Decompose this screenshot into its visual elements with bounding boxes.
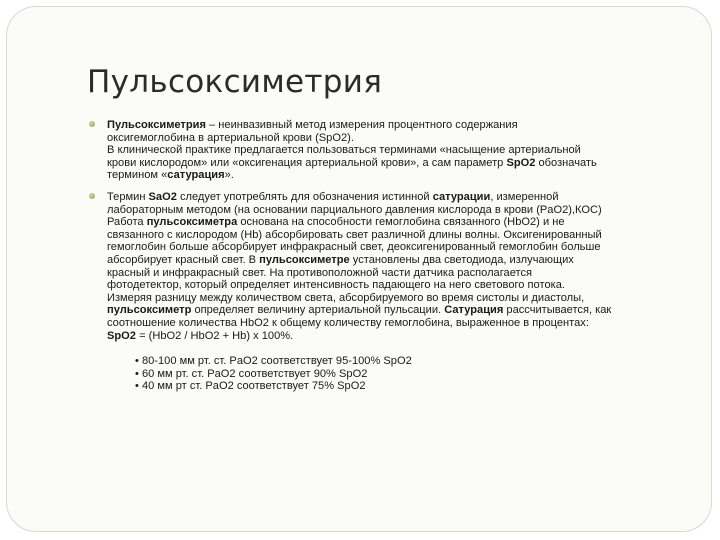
- paragraph-line: фотодетектор, который определяет интенсивность падающего на него светового потока.: [107, 279, 565, 292]
- saturation-list-item: • 80-100 мм рт. ст. PaO2 соответствует 95-100% SpO2: [135, 355, 412, 368]
- paragraph-line: красный и инфракрасный свет. На противоположной части датчика располагается: [107, 266, 533, 279]
- paragraph-line: Измеряя разницу между количеством света, абсорбируемого во время систолы и диастолы,: [107, 291, 585, 304]
- paragraph-line: термином «сатурация».: [107, 169, 234, 182]
- paragraph-line: соотношение количества HbO2 к общему количеству гемоглобина, выраженное в процентах:: [107, 316, 589, 329]
- slide: [6, 6, 712, 532]
- saturation-list: [107, 355, 675, 393]
- bullet-marker-icon: [89, 193, 95, 199]
- paragraph-line: абсорбирует красный свет. В пульсоксиметре установлены два светодиода, излучающих: [107, 253, 574, 266]
- paragraph-line: оксигемоглобина в артериальной крови (SpO2).: [107, 131, 354, 144]
- bullet-marker-icon: [89, 121, 95, 127]
- bullet-item: [85, 191, 675, 393]
- paragraph-line: Пульсоксиметрия – неинвазивный метод измерения процентного содержания: [107, 119, 518, 131]
- bullet-item: [85, 119, 675, 182]
- paragraph-line: Работа пульсоксиметра основана на способности гемоглобина связанного (HbO2) и не: [107, 216, 565, 229]
- slide-body: [85, 119, 675, 393]
- paragraph-line: пульсоксиметр определяет величину артериальной пульсации. Сатурация рассчитывается, как: [107, 304, 612, 317]
- saturation-list-item: • 60 мм рт. ст. PaO2 соответствует 90% SpO2: [135, 367, 368, 380]
- paragraph-line: Термин SaO2 следует употреблять для обозначения истинной сатурации, измеренной: [107, 190, 559, 203]
- slide-title: Пульсоксиметрия: [87, 64, 383, 100]
- paragraph-line: SpO2 = (HbO2 / HbO2 + Hb) x 100%.: [107, 329, 294, 342]
- paragraph-line: связанного с кислородом (Hb) абсорбировать свет различной длины волны. Оксигенированный: [107, 228, 602, 241]
- paragraph-line: В клинической практике предлагается пользоваться терминами «насыщение артериальной: [107, 144, 581, 157]
- saturation-list-item: • 40 мм рт ст. PaO2 соответствует 75% SpO2: [135, 380, 366, 393]
- paragraph-line: крови кислородом» или «оксигенация артериальной крови», а сам параметр SpO2 обозначать: [107, 156, 597, 169]
- paragraph-line: лабораторным методом (на основании парциального давления кислорода в крови (PaO2),КОС): [107, 203, 602, 216]
- paragraph-line: гемоглобин больше абсорбирует инфракрасный свет, деоксигенированный гемоглобин больше: [107, 241, 601, 254]
